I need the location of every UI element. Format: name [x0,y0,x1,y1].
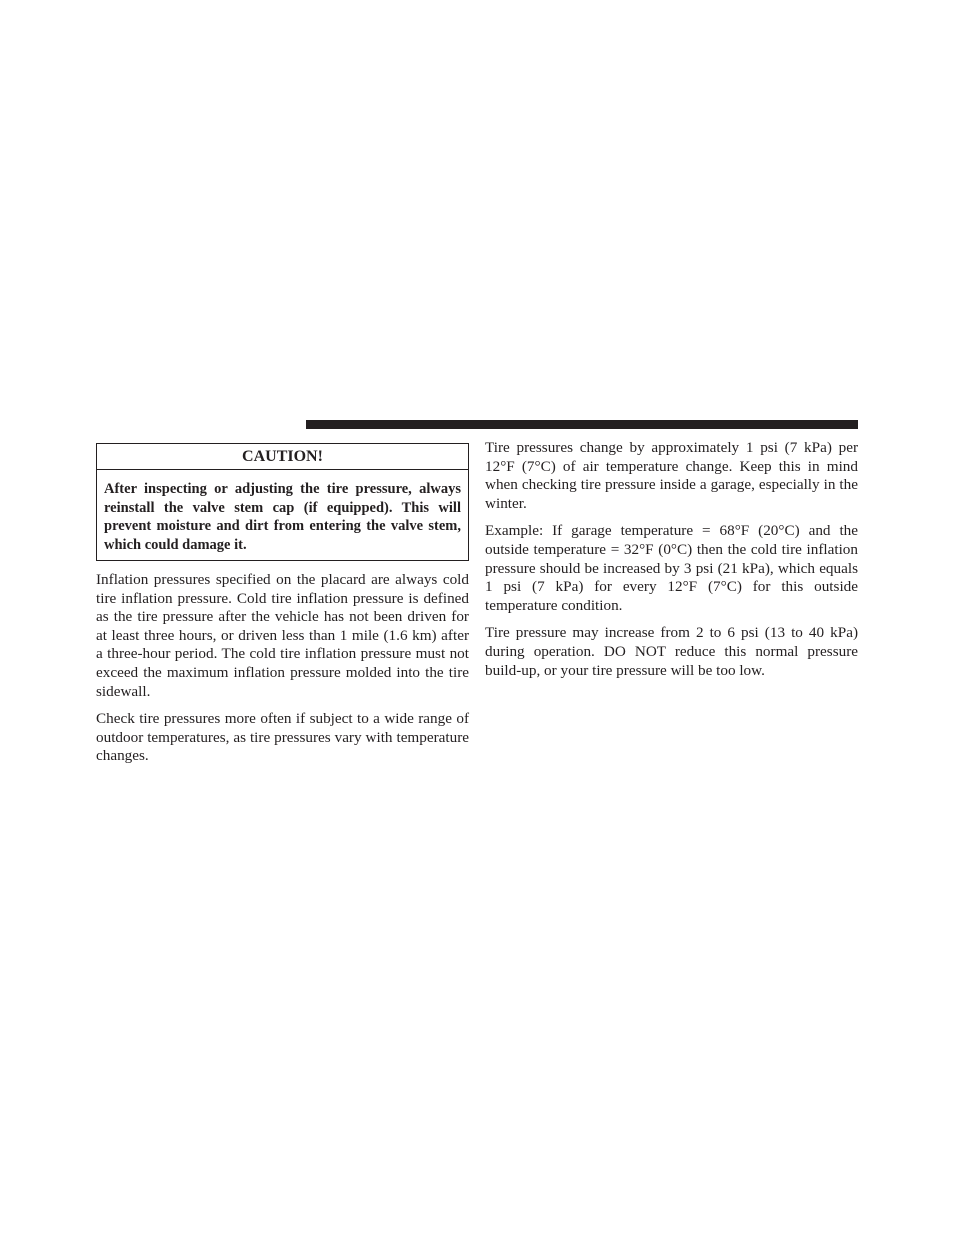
right-column [485,439,858,680]
paragraph-check-pressures: Check tire pressures more often if subject to a wide range of outdoor temperatures, as tire pressures vary with temperature changes. [96,710,469,765]
section-header-rule [306,420,858,429]
caution-text: After inspecting or adjusting the tire pressure, always reinstall the valve stem cap (if equipped). This will prevent moisture and dirt from entering the valve stem, which could damage it. [104,481,461,553]
paragraph-example: Example: If garage temperature = 68°F (20°C) and the outside temperature = 32°F (0°C) then the cold tire inflation pressure should be increased by 3 psi (21 kPa), which equals 1 psi (7 kPa) for every 12°F (7°C) for this outside temperature condition. [485,522,858,614]
paragraph-pressure-change: Tire pressures change by approximately 1 psi (7 kPa) per 12°F (7°C) of air temperature change. Keep this in mind when checking tire pressure inside a garage, especially in the winter. [485,439,858,512]
caution-title: CAUTION! [97,444,468,470]
left-column [96,443,469,766]
caution-box [96,443,469,561]
paragraph-inflation-pressures: Inflation pressures specified on the placard are always cold tire inflation pressure. Cold tire inflation pressure is defined as the tire pressure after the vehicle has not been driven for at least three hours, or driven less than 1 mile (1.6 km) after a three-hour period. The cold tire inflation pressure must not exceed the maximum inflation pressure molded into the tire sidewall. [96,571,469,700]
paragraph-pressure-increase: Tire pressure may increase from 2 to 6 psi (13 to 40 kPa) during operation. DO NOT reduce this normal pressure build-up, or your tire pressure will be too low. [485,624,858,679]
